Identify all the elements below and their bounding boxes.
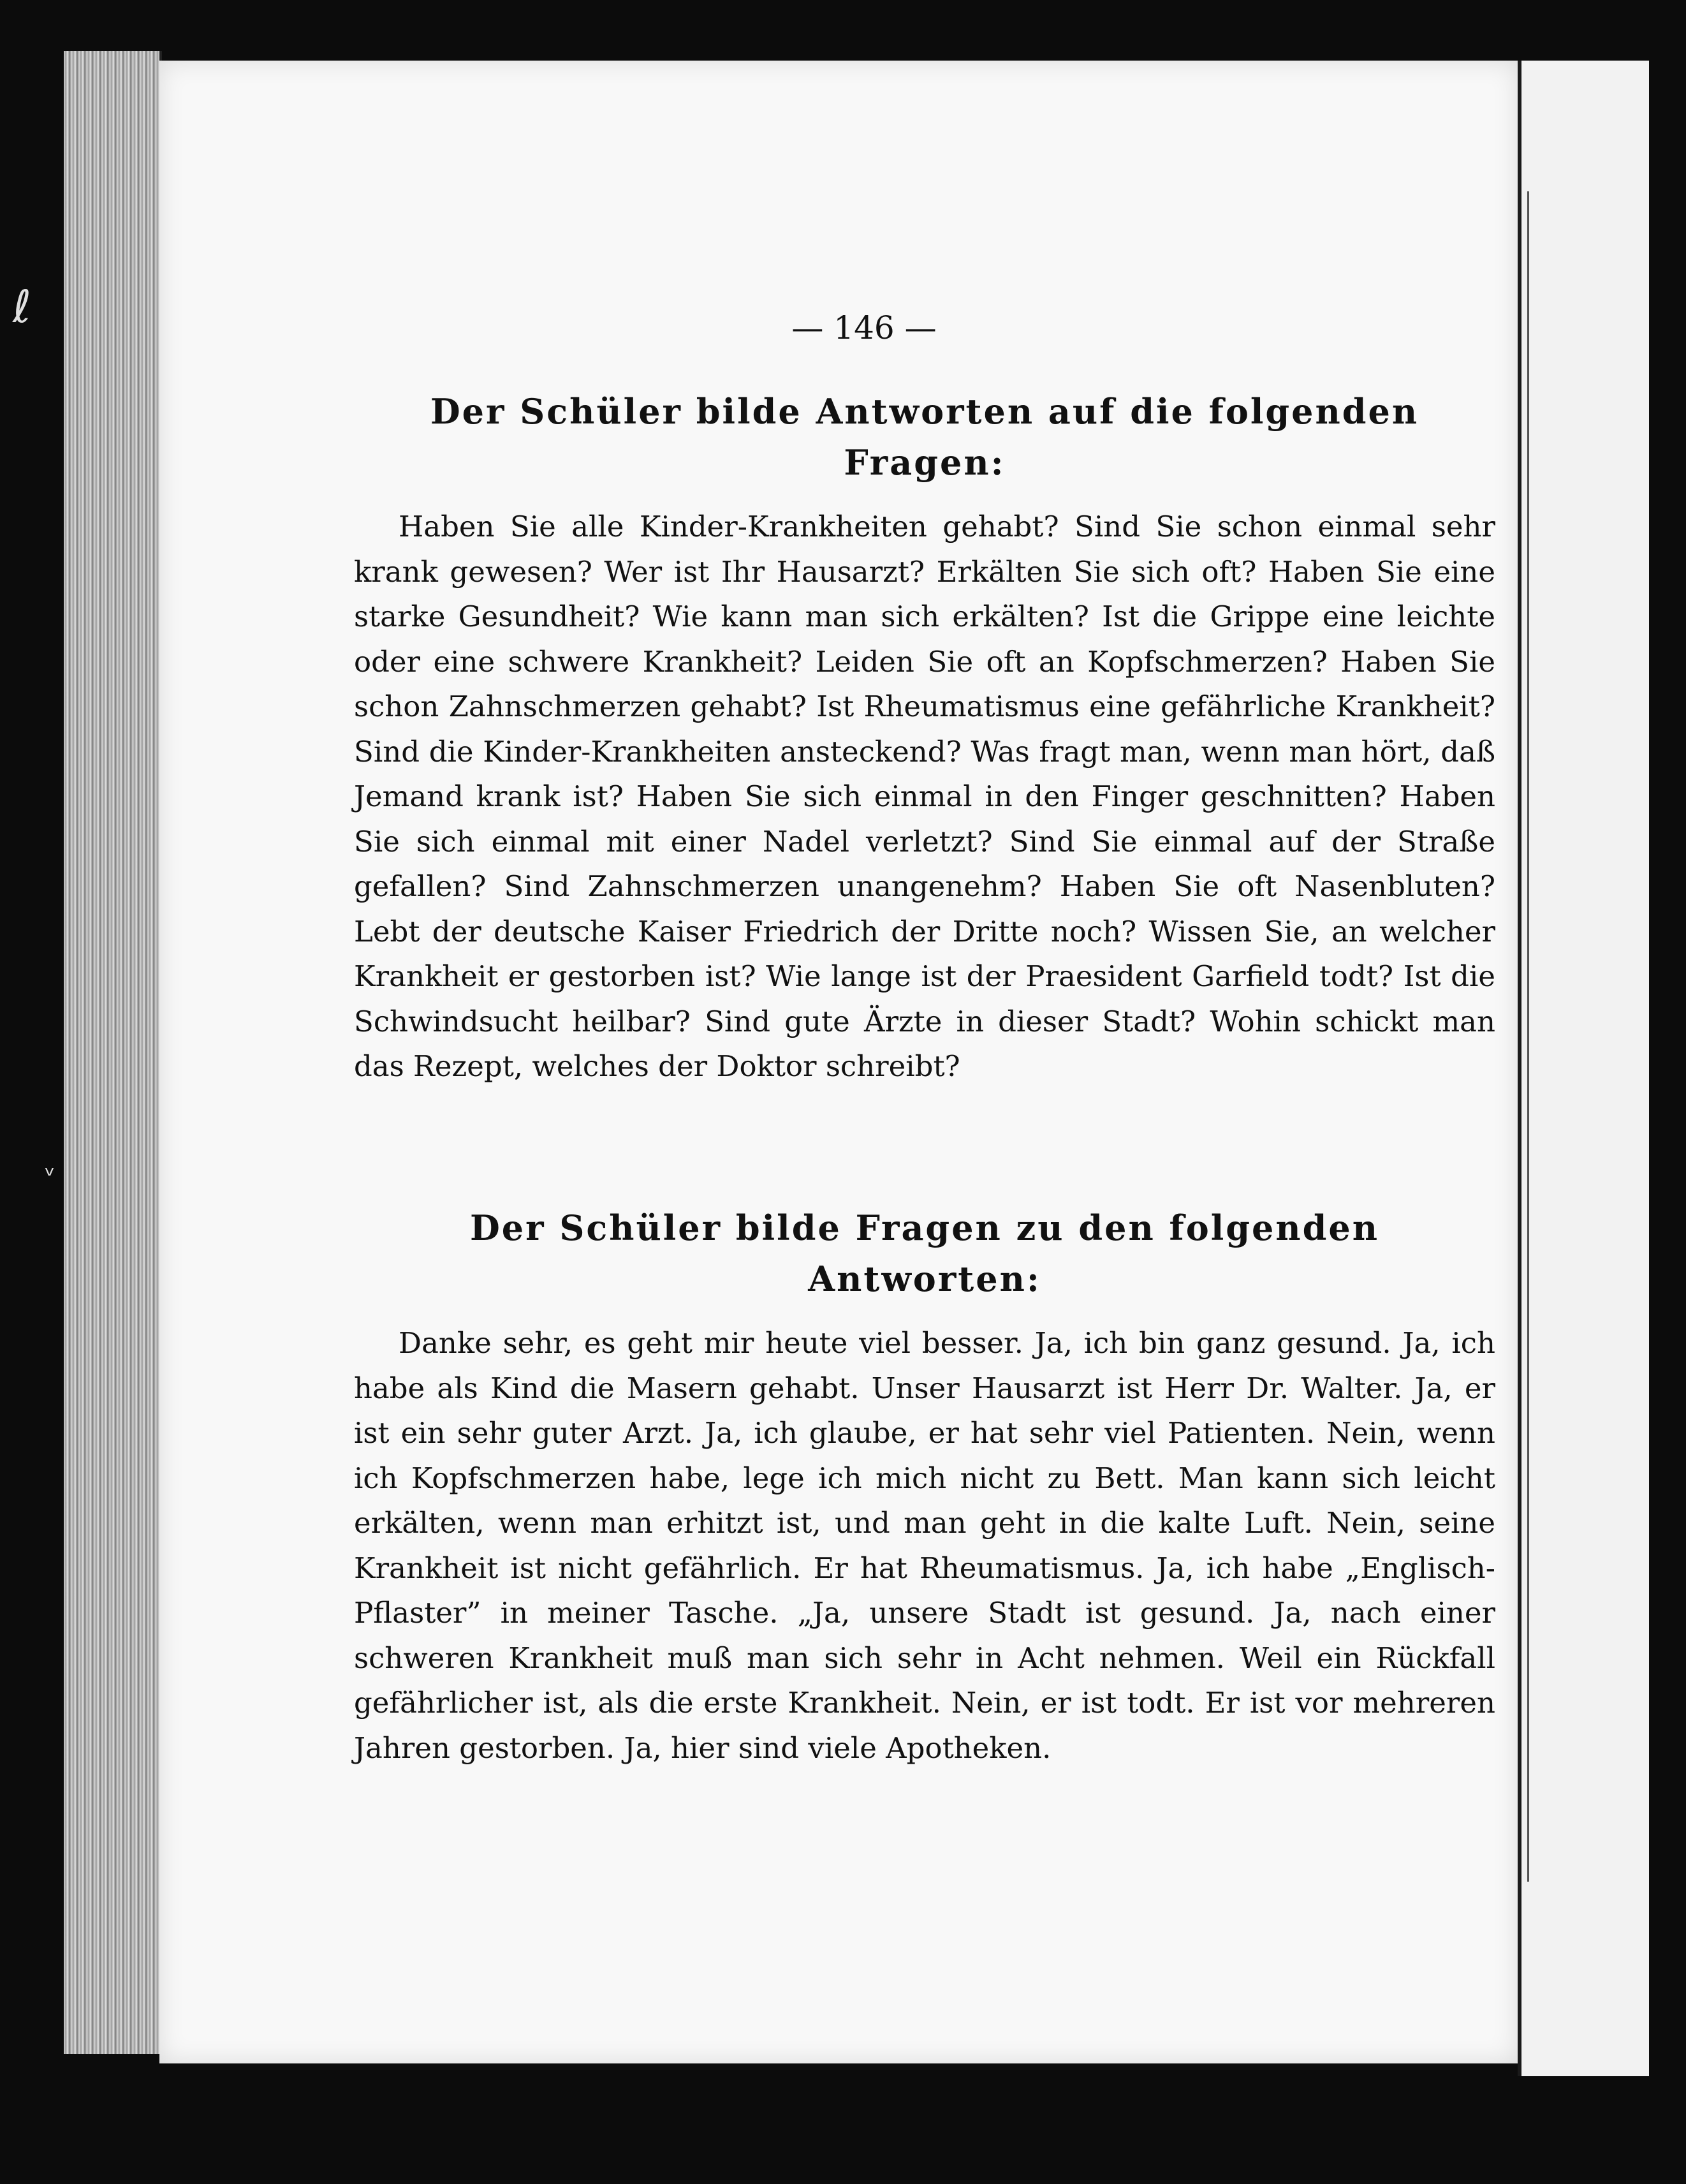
questions-section: [354, 386, 1495, 1089]
page: [159, 61, 1518, 2063]
scan-artifact-mark: ℓ: [13, 281, 31, 333]
page-number: — 146 —: [791, 309, 937, 346]
section-heading: Der Schüler bilde Fragen zu den folgenden Antworten:: [469, 1207, 1380, 1299]
gutter: [1527, 191, 1529, 1882]
section-body: Haben Sie alle Kinder-Krankheiten gehabt? Sind Sie schon einmal sehr krank gewesen? Wer ist Ihr Hausarzt? Erkälten Sie sich oft? Haben Sie eine starke Gesundheit? Wie kann man sich erkälten? Ist die Grippe eine leichte oder eine schwere Krankheit? Leiden Sie oft an Kopfschmerzen? Haben Sie schon Zahnschmerzen gehabt? Ist Rheumatismus eine gefährliche Krankheit? Sind die Kinder-Krankheiten ansteckend? Was fragt man, wenn man hört, daß Jemand krank ist? Haben Sie sich einmal in den Finger geschnitten? Haben Sie sich einmal mit einer Nadel verletzt? Sind Sie einmal auf der Straße gefallen? Sind Zahnschmerzen unangenehm? Haben Sie oft Nasenbluten? Lebt der deutsche Kaiser Friedrich der Dritte noch? Wissen Sie, an welcher Krankheit er gestorben ist? Wie lange ist der Praesident Garfield todt? Ist die Schwindsucht heilbar? Sind gute Ärzte in dieser Stadt? Wohin schickt man das Rezept, welches der Doktor schreibt?: [354, 510, 1495, 1083]
section-body: Danke sehr, es geht mir heute viel besser. Ja, ich bin ganz gesund. Ja, ich habe als Kind die Masern gehabt. Unser Hausarzt ist Herr Dr. Walter. Ja, er ist ein sehr guter Arzt. Ja, ich glaube, er hat sehr viel Patienten. Nein, wenn ich Kopfschmerzen habe, lege ich mich nicht zu Bett. Man kann sich leicht erkälten, wenn man erhitzt ist, und man geht in die kalte Luft. Nein, seine Krankheit ist nicht gefährlich. Er hat Rheumatismus. Ja, ich habe „Englisch-Pflaster” in meiner Tasche. „Ja, unsere Stadt ist gesund. Ja, nach einer schweren Krankheit muß man sich sehr in Acht nehmen. Weil ein Rückfall gefährlicher ist, als die erste Krankheit. Nein, er ist todt. Er ist vor mehreren Jahren gestorben. Ja, hier sind viele Apotheken.: [354, 1326, 1495, 1765]
section-heading: Der Schüler bilde Antworten auf die folgenden Fragen:: [430, 391, 1419, 483]
facing-page: [1518, 61, 1649, 2076]
book-edge: [64, 51, 162, 2054]
scan-artifact-mark: ᵛ: [45, 1161, 55, 1190]
answers-section: [354, 1202, 1495, 1771]
